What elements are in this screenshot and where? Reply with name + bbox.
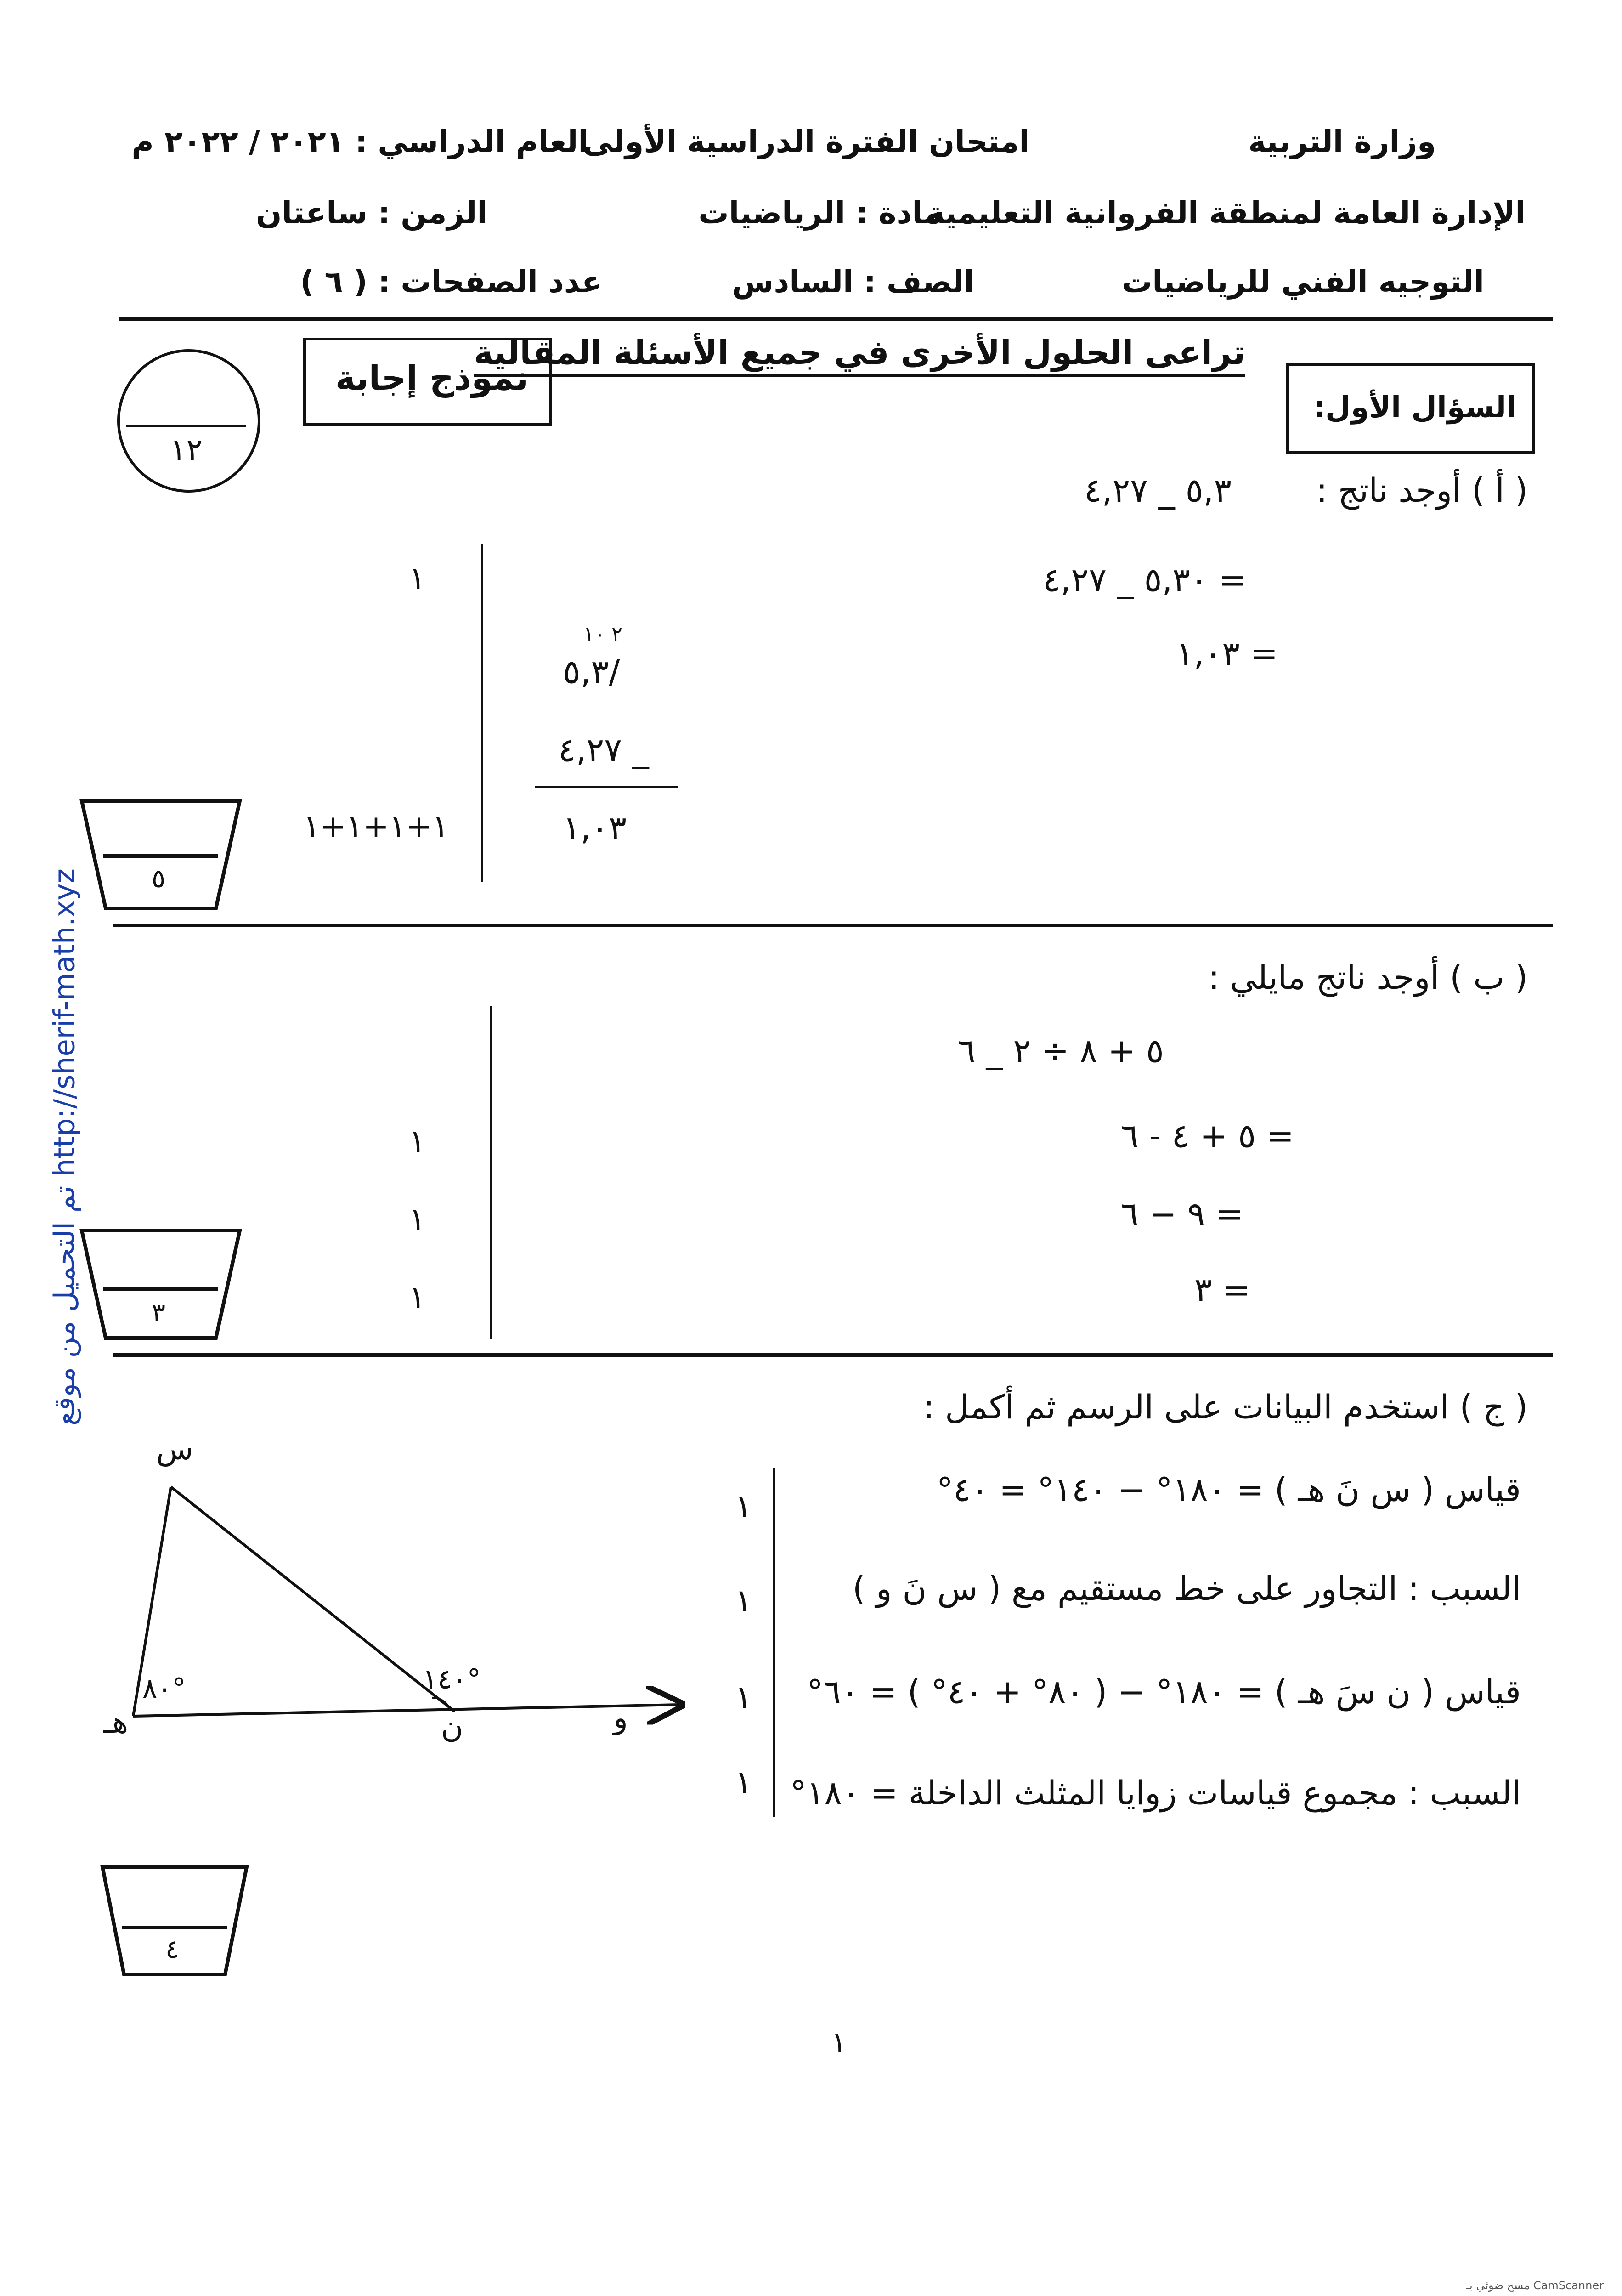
part-a-step-1: = ٥,٣٠ _ ٤,٢٧: [1043, 561, 1246, 599]
part-b-mark-divider: [490, 1006, 492, 1339]
vertical-work-result: ١,٠٣: [563, 809, 627, 847]
score-circle-divider: [126, 425, 246, 427]
exam-title: امتحان الفترة الدراسية الأولى: [582, 124, 1029, 159]
vertical-work-line: [535, 786, 678, 788]
directorate-label: الإدارة العامة لمنطقة الفروانية التعليمية: [927, 195, 1526, 231]
side-watermark: تم التحميل من موقع http://sherif-math.xyz: [47, 868, 81, 1426]
part-b-step-2: = ٩ − ٦: [1121, 1195, 1243, 1233]
part-a-step-2: = ١,٠٣: [1176, 634, 1278, 673]
total-score-circle: [117, 349, 260, 493]
part-a-mark-divider: [481, 544, 483, 882]
part-a-score-box: [78, 797, 243, 912]
ministry-label: وزارة التربية: [1248, 124, 1436, 159]
part-c-mark-divider: [773, 1468, 775, 1817]
vertical-work-subtrahend: ٤,٢٧ _: [558, 731, 649, 769]
model-answer-label: نموذج إجابة: [335, 358, 529, 398]
part-b-expression: ٥ + ٨ ÷ ٢ _ ٦: [958, 1032, 1164, 1070]
part-c-mark-2: ١: [735, 1583, 752, 1619]
angle-label-left: ٨٠°: [142, 1672, 186, 1705]
part-b-mark-2: ١: [409, 1202, 426, 1238]
header-divider: [119, 317, 1553, 321]
total-score: ١٢: [170, 432, 203, 467]
pages-label: عدد الصفحات : ( ٦ ): [300, 264, 602, 300]
part-c-line-1: قياس ( س نَ هـ ) = ١٨٠° − ١٤٠° = ٤٠°: [936, 1470, 1521, 1509]
vertical-work-top: ٥,٣/: [563, 652, 620, 691]
part-a-prompt: ( أ ) أوجد ناتج :: [1316, 471, 1528, 510]
vertex-label-top: س: [156, 1431, 193, 1467]
part-a-score: ٥: [152, 864, 166, 894]
supervision-label: التوجيه الفني للرياضيات: [1121, 264, 1484, 300]
section-divider-b: [113, 1353, 1553, 1357]
page-number: ١: [831, 2026, 847, 2058]
part-b-step-1: = ٥ + ٤ - ٦: [1121, 1117, 1294, 1155]
part-c-prompt: ( ج ) استخدم البيانات على الرسم ثم أكمل :: [923, 1388, 1528, 1426]
subject-label: مادة : الرياضيات: [698, 195, 942, 231]
part-b-score: ٣: [152, 1298, 166, 1328]
part-c-mark-3: ١: [735, 1679, 752, 1716]
part-b-step-3: = ٣: [1194, 1270, 1250, 1309]
part-a-expression: ٥,٣ _ ٤,٢٧: [1084, 471, 1232, 510]
part-b-mark-3: ١: [409, 1280, 426, 1316]
angle-label-ext: ١٤٠°: [423, 1663, 481, 1695]
vertex-label-left: هـ: [103, 1705, 129, 1740]
part-c-line-2: السبب : التجاور على خط مستقيم مع ( س نَ و ): [852, 1569, 1521, 1608]
scanner-tag: CamScanner مسح ضوئي بـ: [1466, 2279, 1604, 2292]
part-c-score: ٤: [165, 1934, 180, 1964]
part-c-mark-1: ١: [735, 1489, 752, 1525]
alternative-solutions-note: تراعى الحلول الأخرى في جميع الأسئلة المقالية: [474, 333, 1245, 377]
ray-end-label: و: [613, 1700, 628, 1735]
year-label: العام الدراسي : ٢٠٢١ / ٢٠٢٢ م: [131, 124, 588, 159]
grade-label: الصف : السادس: [732, 264, 974, 300]
triangle-figure: [101, 1434, 698, 1755]
vertical-work-carry: ٢ ١٠: [583, 623, 622, 646]
part-c-line-4: السبب : مجموع قياسات زوايا المثلث الداخلة = ١٨٠°: [790, 1774, 1521, 1812]
part-c-mark-4: ١: [735, 1764, 752, 1801]
vertex-label-mid: ن: [441, 1709, 463, 1745]
part-c-line-3: قياس ( ن سَ هـ ) = ١٨٠° − ( ٨٠° + ٤٠° ) = ٦٠°: [807, 1672, 1521, 1711]
question-title: السؤال الأول:: [1313, 391, 1516, 425]
part-b-prompt: ( ب ) أوجد ناتج مايلي :: [1208, 958, 1528, 997]
part-a-mark-2: ١+١+١+١: [303, 809, 449, 845]
part-a-mark-1: ١: [409, 561, 426, 597]
time-label: الزمن : ساعتان: [256, 195, 487, 231]
part-b-mark-1: ١: [409, 1123, 426, 1160]
section-divider-a: [113, 924, 1553, 927]
